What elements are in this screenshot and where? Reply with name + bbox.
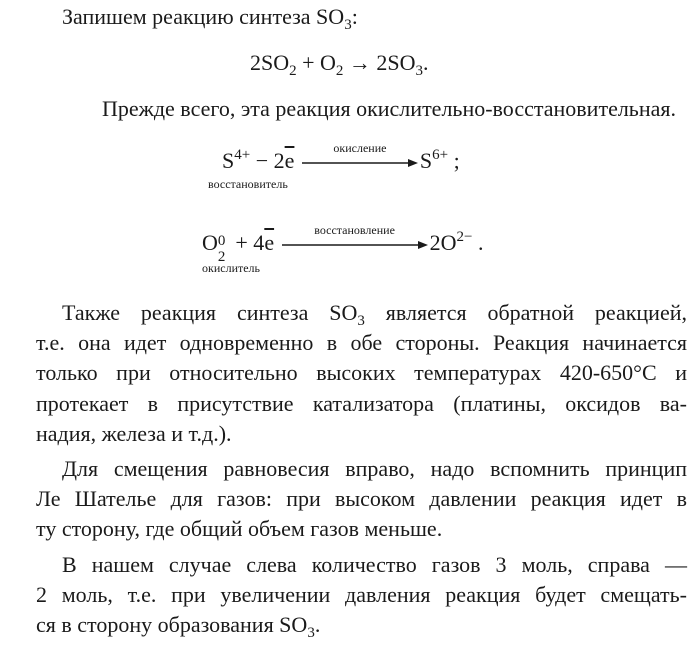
- p3-l3-b: .: [314, 612, 321, 637]
- intro-text: Запишем реакцию синтеза SO: [62, 4, 345, 29]
- half1-charge: 4+: [234, 147, 251, 163]
- p1-l1-a: Также реакция синтеза SO: [62, 300, 358, 325]
- p3-l3-sub: 3: [307, 625, 315, 641]
- p1-line-3: только при относительно высоких температурах 420-650°С и: [36, 360, 687, 385]
- half1-role-label: восстановитель: [208, 177, 288, 191]
- half2-electrons: + 4: [229, 230, 265, 255]
- half1-product-charge: 6+: [432, 147, 449, 163]
- half2-product: 2O: [429, 230, 457, 255]
- half1-tail: ;: [448, 148, 460, 173]
- p1-line-2: т.е. она идет одновременно в обе стороны. Реакция начинается: [36, 330, 687, 355]
- p3-line-1: В нашем случае слева количество газов 3 моль, справа —: [62, 552, 687, 577]
- half-reaction-oxidation: [222, 140, 460, 174]
- half2-sub: 2: [217, 249, 226, 265]
- half2-sup: 0: [217, 233, 226, 249]
- eq1-plus-o: + O: [296, 50, 336, 75]
- half1-product: S: [419, 148, 433, 173]
- half1-species: S: [222, 148, 235, 173]
- half2-species: O: [202, 230, 218, 255]
- half2-product-charge: 2−: [456, 229, 473, 245]
- p2-line-2: Ле Шателье для газов: при высоком давлении реакция идет в: [36, 486, 687, 511]
- intro-colon: :: [351, 4, 358, 29]
- p1-line-4: протекает в присутствие катализатора (платины, оксидов ва-: [36, 391, 687, 416]
- eq1-period: .: [423, 50, 429, 75]
- half2-arrow: [280, 222, 430, 251]
- p3-line-3: [36, 612, 321, 641]
- half2-role-label: окислитель: [202, 261, 261, 275]
- half-reaction-reduction: [202, 222, 484, 265]
- p2-line-3: ту сторону, где общий объем газов меньше.: [36, 516, 443, 541]
- half2-arrow-icon: [280, 239, 430, 251]
- p2-line-1: Для смещения равновесия вправо, надо вспомнить принцип: [62, 456, 687, 481]
- half1-arrow-icon: [300, 157, 420, 169]
- equation-synthesis: [250, 50, 429, 79]
- eq1-right: 2SO: [376, 50, 416, 75]
- p1-l1-sub: 3: [357, 313, 365, 329]
- eq1-left-sub: 2: [289, 63, 297, 79]
- eq1-o-sub: 2: [335, 63, 344, 79]
- intro-subscript: 3: [344, 17, 352, 33]
- half1-arrow-label: окисление: [333, 140, 387, 155]
- eq1-left: 2SO: [250, 50, 290, 75]
- half1-electron-symbol: $\overline{e}$: [284, 148, 295, 173]
- half2-tail: .: [472, 230, 484, 255]
- p1-line-5: надия, железа и т.д.).: [36, 421, 232, 446]
- p1-l1-b: является обратной реакцией,: [364, 300, 687, 325]
- p1-line-1: [62, 300, 687, 329]
- p3-line-2: 2 моль, т.е. при увеличении давления реакция будет смещать-: [36, 582, 687, 607]
- half2-arrow-label: восстановление: [314, 222, 395, 237]
- half1-arrow: [300, 140, 420, 169]
- redox-title: Прежде всего, эта реакция окислительно-восстановительная.: [102, 96, 676, 121]
- intro-line: [62, 4, 358, 33]
- eq1-arrow: →: [343, 50, 377, 75]
- p3-l3-a: ся в сторону образования SO: [36, 612, 308, 637]
- half1-electrons: − 2: [250, 148, 285, 173]
- eq1-right-sub: 3: [415, 63, 424, 79]
- half2-electron-symbol: $\overline{e}$: [264, 230, 275, 255]
- half2-indices: [217, 233, 230, 265]
